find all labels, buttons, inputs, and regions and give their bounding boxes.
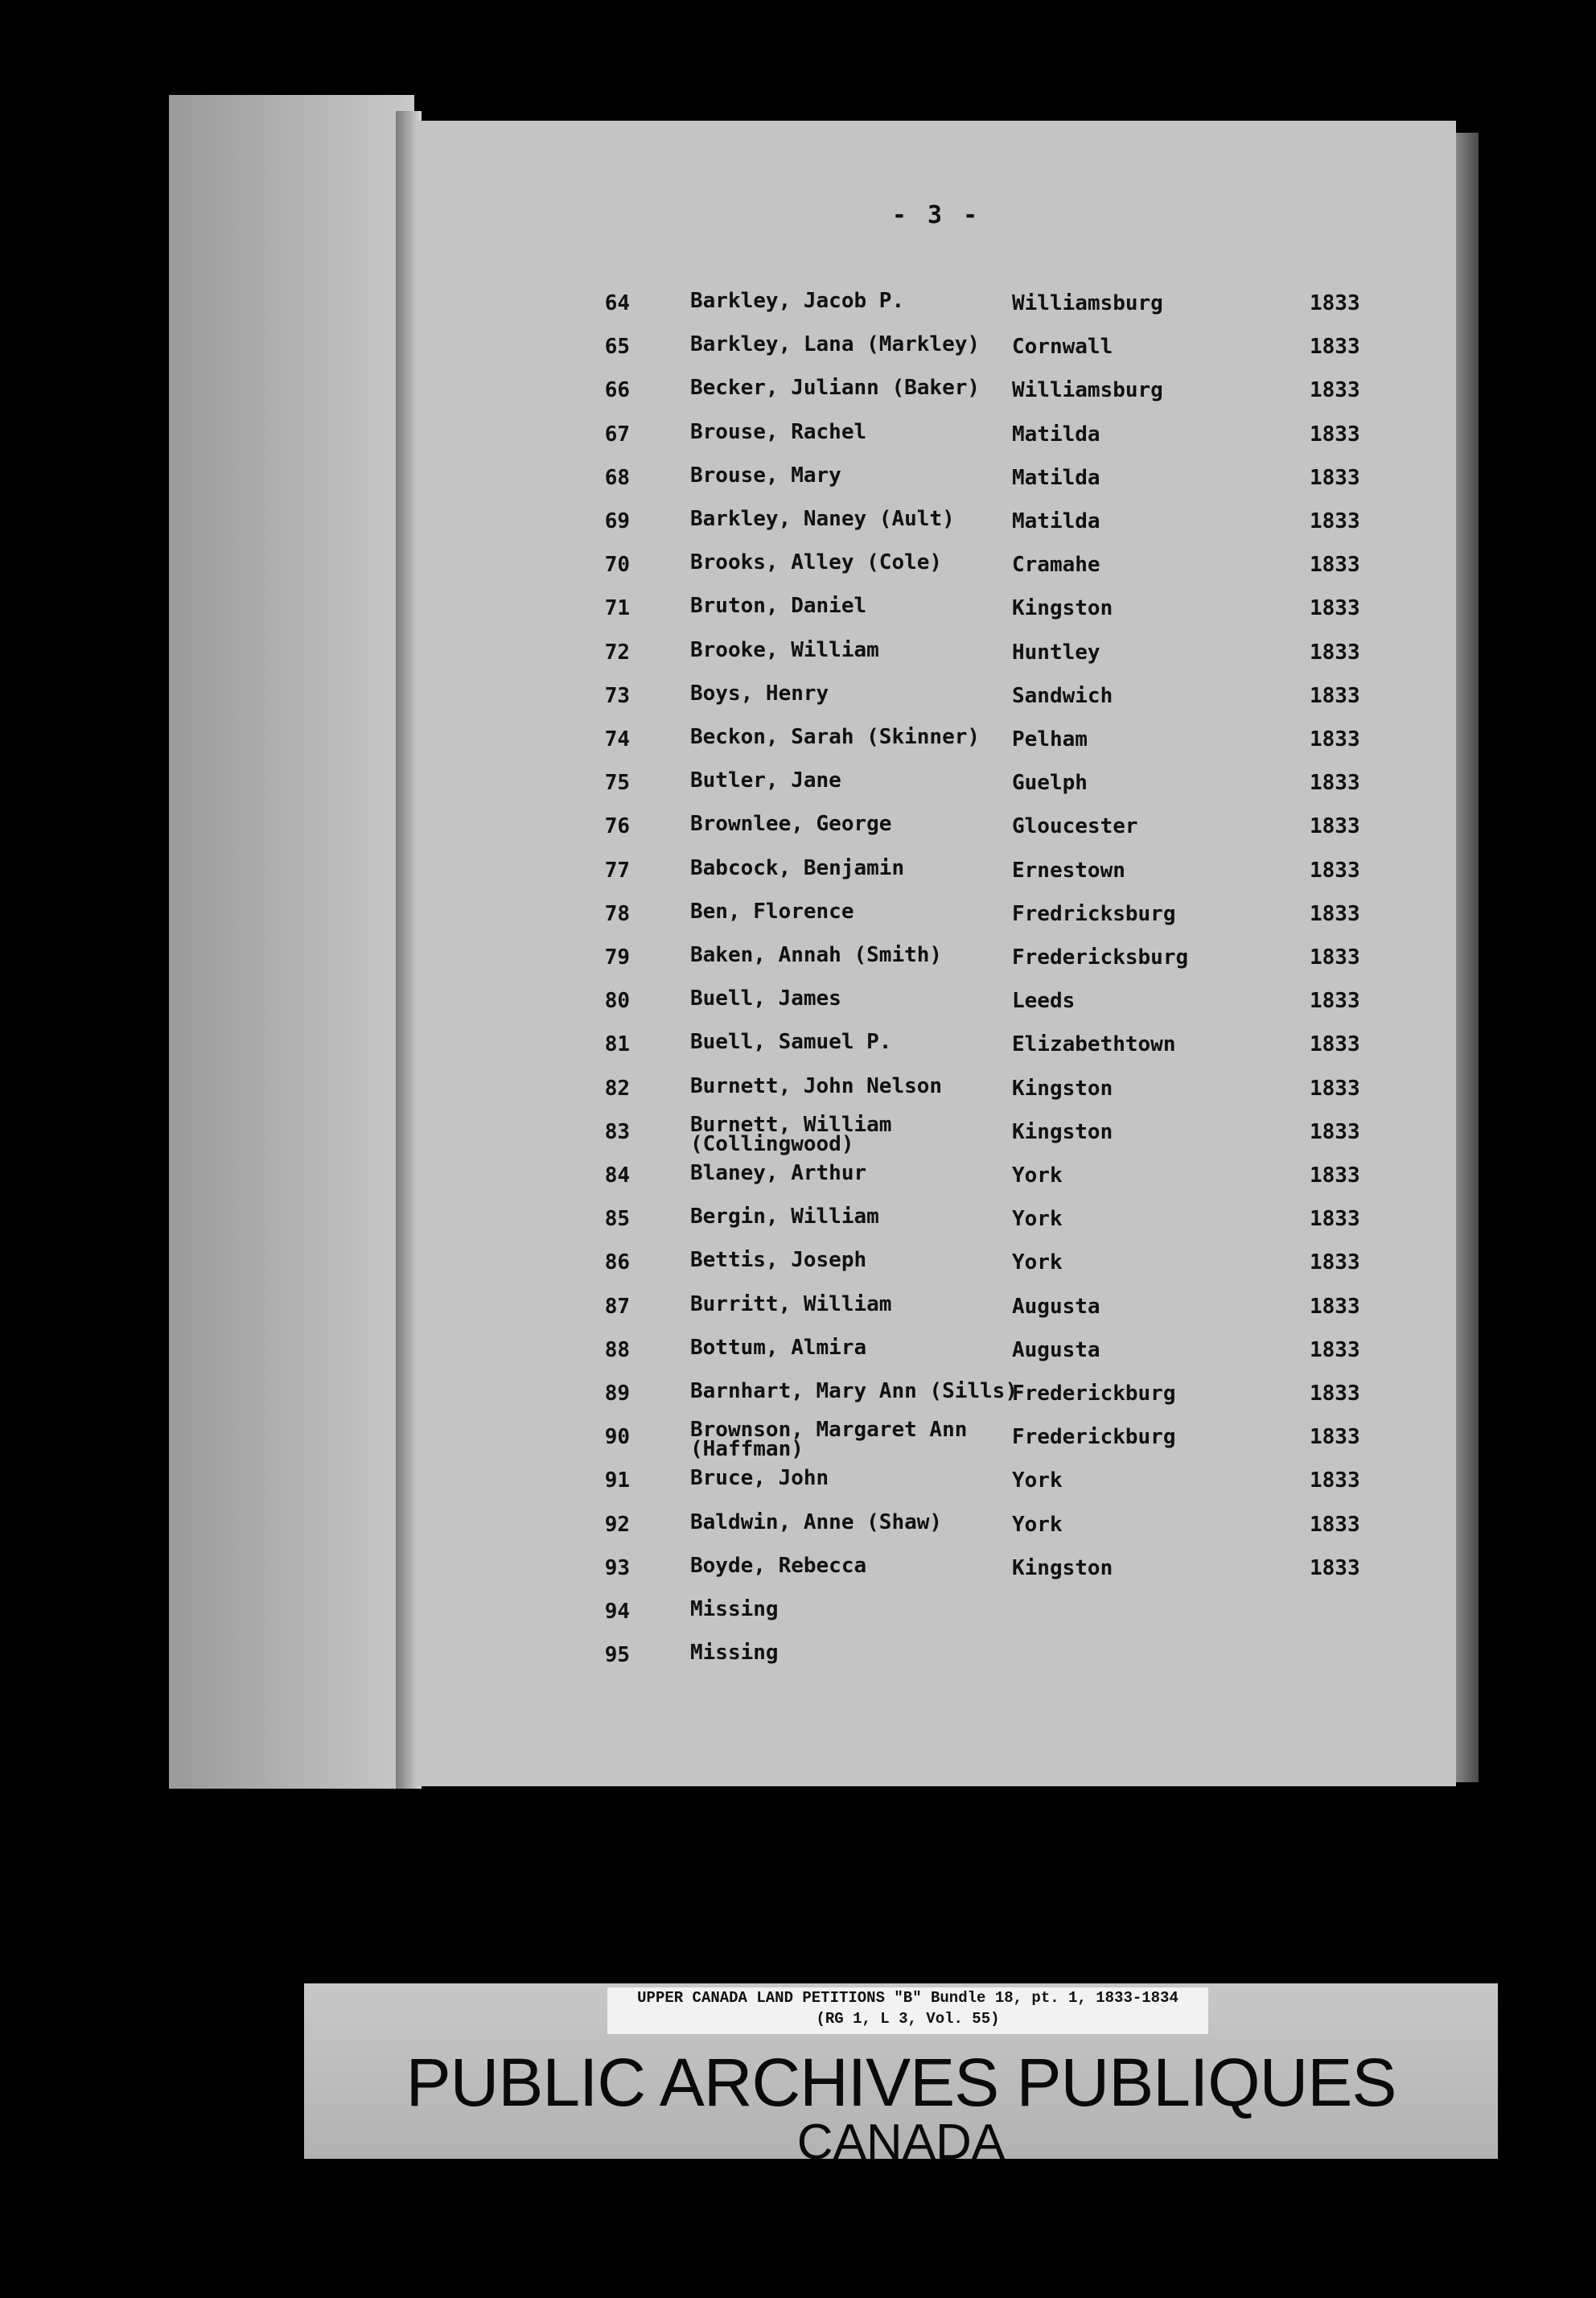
- year: 1833: [1310, 727, 1360, 752]
- page-edge-shadow: [1454, 133, 1479, 1782]
- collection-label-line1: UPPER CANADA LAND PETITIONS "B" Bundle 18, pt. 1, 1833-1834: [637, 1989, 1178, 2007]
- petitioner-name: Beckon, Sarah (Skinner): [690, 725, 981, 749]
- petitioner-name: Bergin, William: [690, 1205, 879, 1229]
- year: 1833: [1310, 1512, 1360, 1537]
- petitioner-name: Brouse, Rachel: [690, 419, 867, 444]
- township: Leeds: [1012, 989, 1076, 1014]
- petitioner-name: Butler, Jane: [690, 768, 841, 793]
- row-number: 79: [604, 945, 630, 970]
- petitioner-name: Missing: [690, 1641, 779, 1666]
- petitioner-name: Barkley, Naney (Ault): [690, 507, 955, 531]
- petitioner-name: Ben, Florence: [690, 899, 854, 924]
- petitioner-name: Bruton, Daniel: [690, 594, 867, 619]
- year: 1833: [1310, 1337, 1360, 1362]
- year: 1833: [1310, 858, 1360, 883]
- row-number: 90: [604, 1425, 630, 1450]
- township: Cornwall: [1012, 335, 1113, 360]
- year: 1833: [1310, 1294, 1360, 1319]
- petitioner-name: Blaney, Arthur: [690, 1161, 867, 1185]
- petitioner-name: Burnett, John Nelson: [690, 1073, 943, 1098]
- row-number: 64: [604, 291, 630, 315]
- petitioner-name: Barkley, Jacob P.: [690, 289, 905, 313]
- year: 1833: [1310, 509, 1360, 533]
- row-number: 65: [604, 335, 630, 360]
- township: York: [1012, 1250, 1063, 1275]
- township: Kingston: [1012, 1555, 1113, 1580]
- row-number: 77: [604, 858, 630, 883]
- petitioner-name: Barkley, Lana (Markley): [690, 332, 981, 357]
- petitioner-name: Brownson, Margaret Ann (Haffman): [690, 1418, 968, 1462]
- row-number: 68: [604, 465, 630, 490]
- year: 1833: [1310, 1250, 1360, 1275]
- township: Sandwich: [1012, 683, 1113, 708]
- petitioner-name: Brownlee, George: [690, 812, 892, 837]
- township: Kingston: [1012, 1076, 1113, 1101]
- row-number: 95: [604, 1643, 630, 1668]
- year: 1833: [1310, 1425, 1360, 1450]
- township: Kingston: [1012, 1119, 1113, 1144]
- year: 1833: [1310, 291, 1360, 315]
- petitioner-name: Bottum, Almira: [690, 1335, 867, 1360]
- year: 1833: [1310, 596, 1360, 621]
- year: 1833: [1310, 335, 1360, 360]
- row-number: 89: [604, 1382, 630, 1406]
- township: Williamsburg: [1012, 378, 1163, 403]
- year: 1833: [1310, 1555, 1360, 1580]
- township: Augusta: [1012, 1337, 1100, 1362]
- row-number: 69: [604, 509, 630, 533]
- petitioner-name: Buell, Samuel P.: [690, 1030, 892, 1055]
- township: Ernestown: [1012, 858, 1125, 883]
- township: York: [1012, 1468, 1063, 1493]
- township: York: [1012, 1207, 1063, 1232]
- township: Elizabethtown: [1012, 1032, 1176, 1057]
- page-number: - 3 -: [891, 201, 981, 229]
- township: Huntley: [1012, 640, 1100, 665]
- year: 1833: [1310, 1076, 1360, 1101]
- township: Matilda: [1012, 465, 1100, 490]
- row-number: 75: [604, 771, 630, 796]
- township: Fredericksburg: [1012, 945, 1189, 970]
- year: 1833: [1310, 989, 1360, 1014]
- row-number: 66: [604, 378, 630, 403]
- petitioner-name: Brooks, Alley (Cole): [690, 550, 943, 575]
- township: Matilda: [1012, 422, 1100, 447]
- collection-label: [607, 1987, 1208, 2034]
- petitioner-name: Brooke, William: [690, 637, 879, 662]
- township: Fredricksburg: [1012, 901, 1176, 926]
- township: Pelham: [1012, 727, 1088, 752]
- year: 1833: [1310, 945, 1360, 970]
- row-number: 70: [604, 553, 630, 578]
- petitioner-name: Missing: [690, 1597, 779, 1621]
- year: 1833: [1310, 422, 1360, 447]
- row-number: 74: [604, 727, 630, 752]
- row-number: 87: [604, 1294, 630, 1319]
- year: 1833: [1310, 814, 1360, 839]
- petitioner-name: Babcock, Benjamin: [690, 855, 905, 880]
- township: Frederickburg: [1012, 1382, 1176, 1406]
- petitioner-name: Baldwin, Anne (Shaw): [690, 1509, 943, 1534]
- township: Williamsburg: [1012, 291, 1163, 315]
- row-number: 81: [604, 1032, 630, 1057]
- row-number: 78: [604, 901, 630, 926]
- township: Frederickburg: [1012, 1425, 1176, 1450]
- petitioner-name: Boys, Henry: [690, 681, 829, 706]
- year: 1833: [1310, 640, 1360, 665]
- petitioner-name: Baken, Annah (Smith): [690, 943, 943, 967]
- row-number: 83: [604, 1119, 630, 1144]
- petitioner-name: Bruce, John: [690, 1466, 829, 1491]
- township: York: [1012, 1512, 1063, 1537]
- row-number: 71: [604, 596, 630, 621]
- township: Matilda: [1012, 509, 1100, 533]
- year: 1833: [1310, 1207, 1360, 1232]
- year: 1833: [1310, 771, 1360, 796]
- petitioner-name: Bettis, Joseph: [690, 1248, 867, 1273]
- township: Augusta: [1012, 1294, 1100, 1319]
- township: Guelph: [1012, 771, 1088, 796]
- row-number: 72: [604, 640, 630, 665]
- petitioner-name: Barnhart, Mary Ann (Sills): [690, 1379, 1018, 1403]
- petitioner-name: Buell, James: [690, 986, 841, 1011]
- year: 1833: [1310, 1163, 1360, 1188]
- township: Cramahe: [1012, 553, 1100, 578]
- archives-subtitle: CANADA: [796, 2115, 1006, 2170]
- row-number: 91: [604, 1468, 630, 1493]
- left-facing-page: [169, 95, 414, 1789]
- row-number: 86: [604, 1250, 630, 1275]
- year: 1833: [1310, 378, 1360, 403]
- year: 1833: [1310, 465, 1360, 490]
- year: 1833: [1310, 683, 1360, 708]
- petitioner-name: Becker, Juliann (Baker): [690, 376, 981, 401]
- row-number: 94: [604, 1600, 630, 1624]
- row-number: 85: [604, 1207, 630, 1232]
- petitioner-name: Burnett, William (Collingwood): [690, 1112, 892, 1156]
- row-number: 93: [604, 1555, 630, 1580]
- row-number: 84: [604, 1163, 630, 1188]
- collection-label-line2: (RG 1, L 3, Vol. 55): [816, 2010, 1000, 2028]
- year: 1833: [1310, 553, 1360, 578]
- year: 1833: [1310, 1468, 1360, 1493]
- row-number: 76: [604, 814, 630, 839]
- row-number: 73: [604, 683, 630, 708]
- year: 1833: [1310, 1032, 1360, 1057]
- year: 1833: [1310, 1382, 1360, 1406]
- row-number: 80: [604, 989, 630, 1014]
- year: 1833: [1310, 1119, 1360, 1144]
- row-number: 88: [604, 1337, 630, 1362]
- petitioner-name: Brouse, Mary: [690, 463, 841, 488]
- township: York: [1012, 1163, 1063, 1188]
- township: Kingston: [1012, 596, 1113, 621]
- petitioner-name: Boyde, Rebecca: [690, 1553, 867, 1578]
- document-page: [417, 121, 1456, 1786]
- petitioner-name: Burritt, William: [690, 1291, 892, 1316]
- row-number: 82: [604, 1076, 630, 1101]
- row-number: 67: [604, 422, 630, 447]
- row-number: 92: [604, 1512, 630, 1537]
- township: Gloucester: [1012, 814, 1138, 839]
- archives-title: PUBLIC ARCHIVES PUBLIQUES: [405, 2045, 1396, 2120]
- year: 1833: [1310, 901, 1360, 926]
